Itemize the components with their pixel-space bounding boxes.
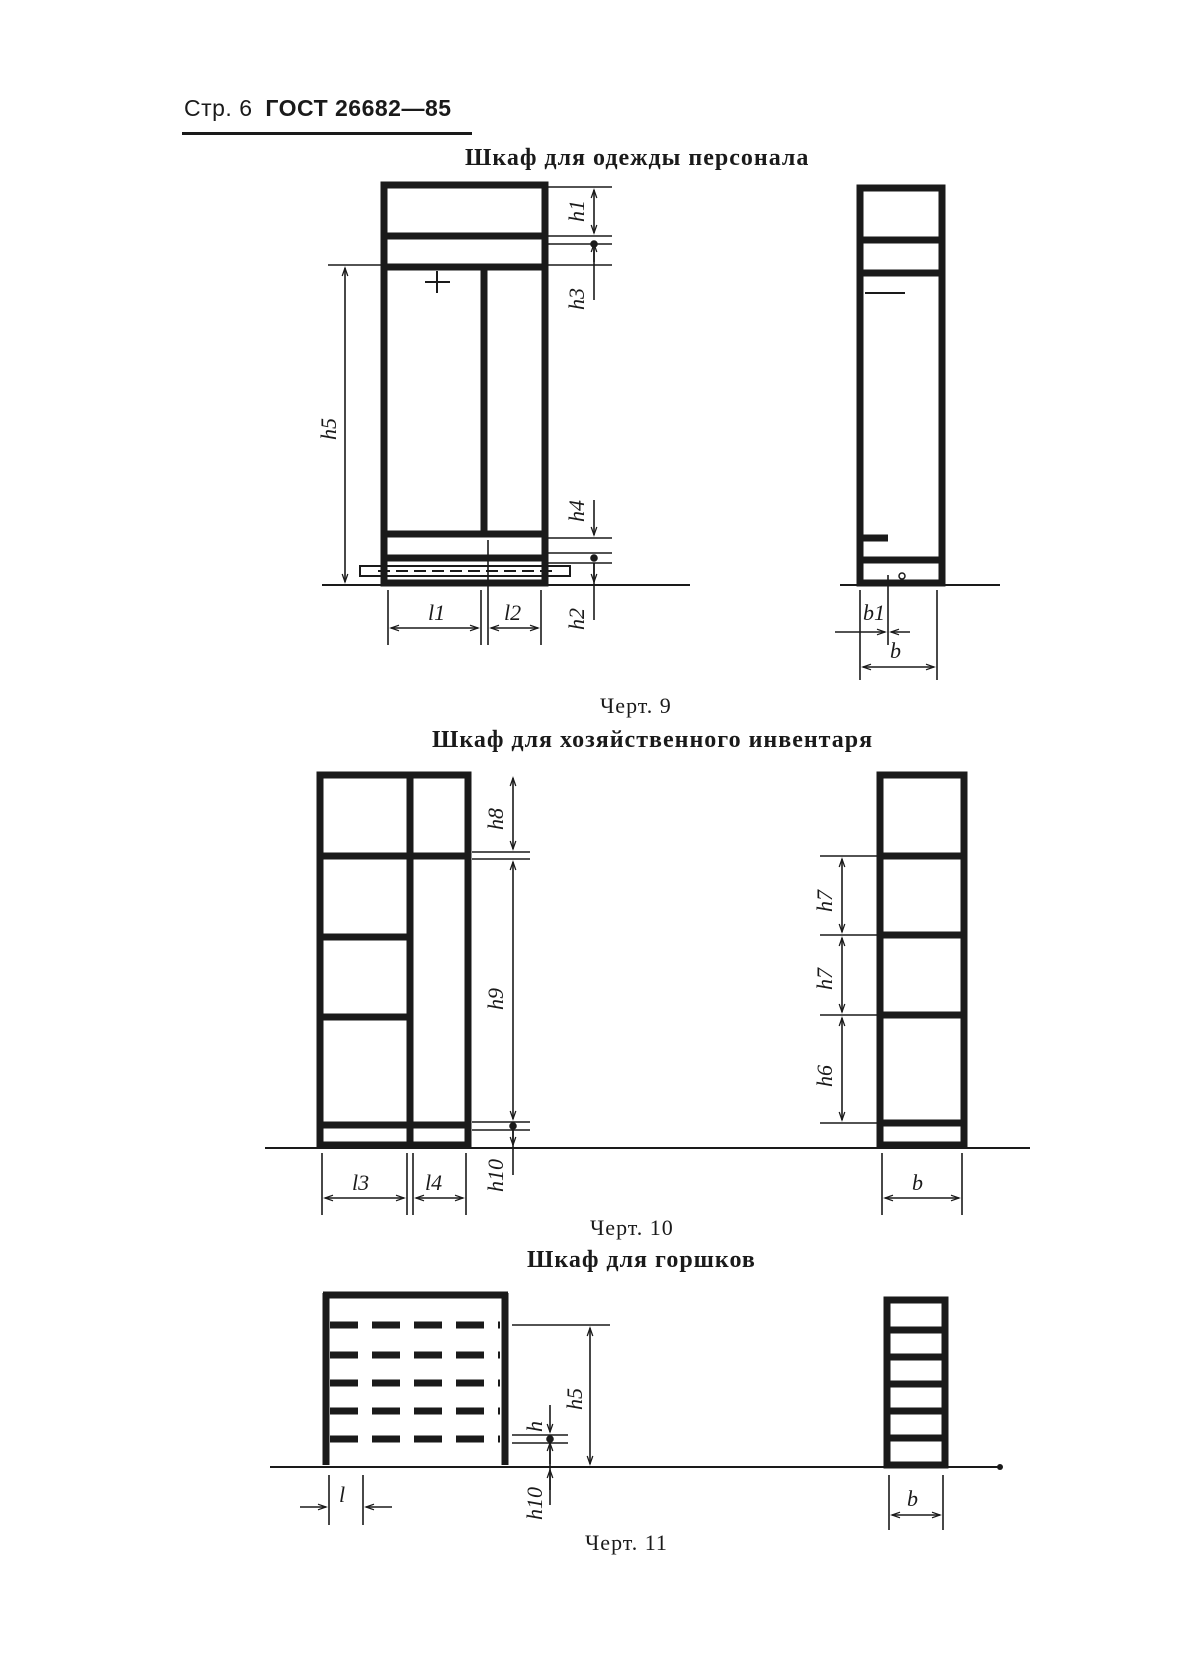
wardrobe-side-view bbox=[860, 188, 942, 583]
label-h10-fig11: h10 bbox=[522, 1487, 547, 1520]
label-h1: h1 bbox=[564, 200, 589, 222]
label-h8: h8 bbox=[483, 808, 508, 830]
label-h5-fig11: h5 bbox=[562, 1388, 587, 1410]
utility-cabinet-front-view bbox=[320, 775, 468, 1145]
label-h3: h3 bbox=[564, 288, 589, 310]
figure-11 bbox=[270, 1293, 1003, 1530]
label-b1: b1 bbox=[863, 600, 885, 625]
dimension-labels-fig10 bbox=[352, 808, 923, 1195]
figure-10-title: Шкаф для хозяйственного инвентаря bbox=[432, 727, 874, 753]
label-h4: h4 bbox=[564, 500, 589, 522]
label-h5: h5 bbox=[316, 418, 341, 440]
figure-9-title: Шкаф для одежды персонала bbox=[465, 145, 810, 171]
label-b-fig10: b bbox=[912, 1170, 923, 1195]
label-h7-upper: h7 bbox=[812, 890, 837, 912]
figure-9-caption: Черт. 9 bbox=[600, 693, 672, 718]
label-b: b bbox=[890, 638, 901, 663]
label-l1: l1 bbox=[428, 600, 446, 625]
figure-9 bbox=[316, 185, 1000, 680]
dimension-lines-fig9 bbox=[328, 187, 937, 680]
label-l-fig11: l bbox=[339, 1482, 346, 1507]
wardrobe-front-view bbox=[384, 185, 545, 583]
dimension-lines-fig10 bbox=[322, 778, 962, 1215]
figure-11-title: Шкаф для горшков bbox=[527, 1247, 756, 1273]
label-h2: h2 bbox=[564, 608, 589, 630]
pot-cabinet-front-view bbox=[323, 1293, 508, 1465]
figure-10 bbox=[265, 775, 1030, 1215]
label-h9: h9 bbox=[483, 988, 508, 1010]
door-handle-mark bbox=[425, 271, 450, 293]
standard-number: ГОСТ 26682—85 bbox=[265, 95, 452, 121]
label-h6: h6 bbox=[812, 1065, 837, 1087]
label-b-fig11: b bbox=[907, 1486, 918, 1511]
label-l4: l4 bbox=[425, 1170, 443, 1195]
label-h-fig11: h bbox=[522, 1421, 547, 1432]
shoe-rack-dashed bbox=[360, 566, 570, 576]
label-l2: l2 bbox=[504, 600, 522, 625]
pot-cabinet-side-view bbox=[887, 1300, 945, 1465]
label-h10: h10 bbox=[483, 1159, 508, 1192]
label-l3: l3 bbox=[352, 1170, 370, 1195]
figure-10-caption: Черт. 10 bbox=[590, 1215, 674, 1240]
page-number: Стр. 6 bbox=[184, 95, 253, 121]
utility-cabinet-side-view bbox=[880, 775, 964, 1145]
label-h7-lower: h7 bbox=[812, 968, 837, 990]
figure-11-caption: Черт. 11 bbox=[585, 1530, 668, 1555]
